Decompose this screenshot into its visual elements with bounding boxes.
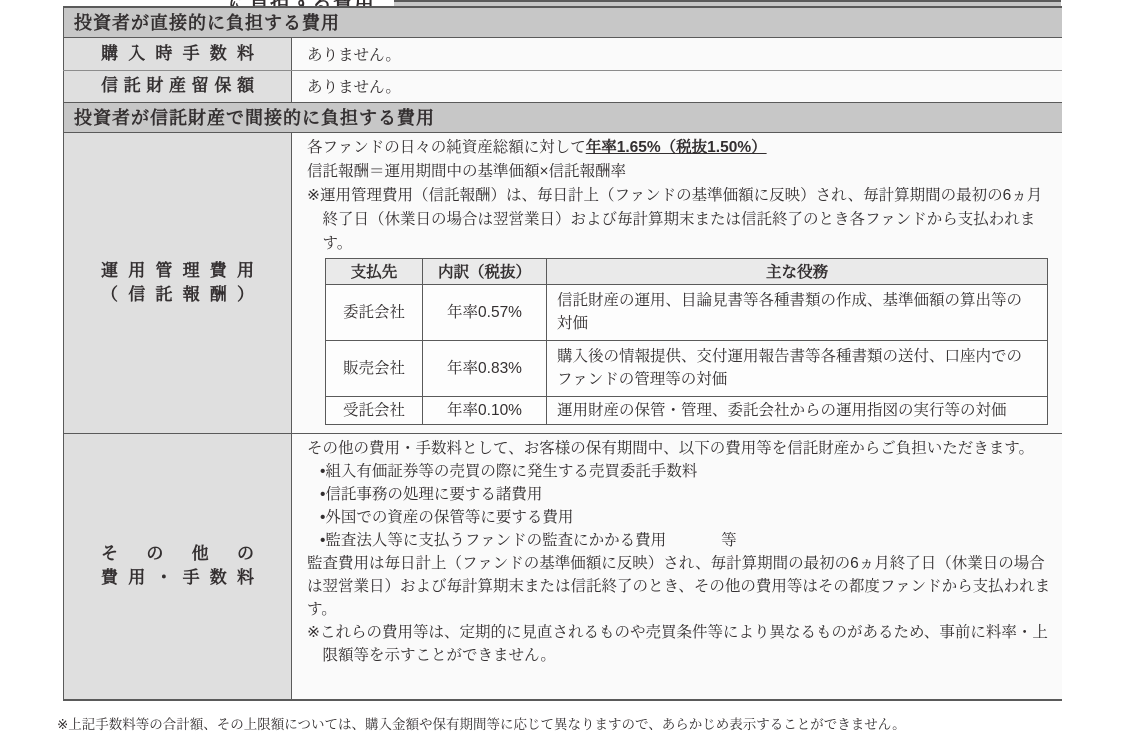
list-item-foreign-custody-costs: •外国での資産の保管等に要する費用	[320, 508, 574, 526]
label-cell-retention-amount	[64, 70, 292, 102]
section-row-indirect	[64, 102, 1062, 132]
cell-payee-trustor: 委託会社	[326, 284, 423, 340]
section-header-direct-fees: 投資者が直接的に負担する費用	[64, 7, 1062, 37]
column-header-rate: 内訳（税抜）	[423, 258, 547, 284]
row-label-purchase-fee: 購入時手数料	[101, 43, 254, 63]
list-item-trust-admin-costs: •信託事務の処理に要する諸費用	[320, 485, 543, 503]
table-row-distributor-company	[326, 340, 1048, 396]
fee-rate-prefix: 各ファンドの日々の純資産総額に対して	[307, 138, 586, 156]
row-label-other-fees-line1: その他の	[101, 544, 254, 564]
row-label-other-fees-line2: 費用・手数料	[101, 568, 254, 588]
label-cell-other-fees	[64, 433, 292, 700]
label-cell-purchase-fee	[64, 37, 292, 70]
fee-rate-value: 年率1.65%（税抜1.50%）	[585, 138, 767, 156]
cell-rate-trustee: 年率0.10%	[423, 396, 547, 424]
cell-service-trustor: 信託財産の運用、目論見書等各種書類の作成、基準価額の算出等の対価	[547, 284, 1048, 340]
table-row-retention-amount	[64, 70, 1062, 102]
other-fees-content	[292, 433, 1062, 700]
list-item-audit-costs	[320, 529, 1052, 552]
cell-service-distributor: 購入後の情報提供、交付運用報告書等各種書類の送付、口座内でのファンドの管理等の対価	[547, 340, 1048, 396]
label-cell-management-fee	[64, 132, 292, 433]
table-row-purchase-fee	[64, 37, 1062, 70]
cell-payee-trustee: 受託会社	[326, 396, 423, 424]
management-fee-content	[292, 132, 1062, 433]
other-fees-bullet-list	[320, 460, 1052, 552]
other-fees-intro: その他の費用・手数料として、お客様の保有期間中、以下の費用等を信託財産からご負担いただきます。	[307, 439, 1034, 457]
fee-breakdown-header-row	[326, 258, 1048, 284]
fee-table	[63, 6, 1062, 701]
column-header-payee: 支払先	[326, 258, 423, 284]
row-label-management-fee-line1: 運用管理費用	[101, 260, 254, 280]
section-header-indirect-fees: 投資者が信託財産で間接的に負担する費用	[64, 102, 1062, 132]
column-header-services: 主な役務	[547, 258, 1048, 284]
table-row-other-fees	[64, 433, 1062, 700]
cell-payee-distributor: 販売会社	[326, 340, 423, 396]
row-value-retention-amount: ありません。	[292, 70, 1062, 102]
audit-cost-text: •監査法人等に支払うファンドの監査にかかる費用	[320, 531, 667, 549]
row-label-management-fee-line2: （信託報酬）	[101, 284, 254, 304]
row-label-retention-amount: 信託財産留保額	[101, 76, 254, 95]
page-footnote: ※上記手数料等の合計額、その上限額については、購入金額や保有期間等に応じて異なりますので、あらかじめ表示することができません。	[57, 717, 906, 732]
section-row-direct	[64, 7, 1062, 37]
cell-service-trustee: 運用財産の保管・管理、委託会社からの運用指図の実行等の対価	[557, 401, 1007, 419]
etc-label: 等	[721, 531, 737, 549]
row-value-purchase-fee: ありません。	[292, 37, 1062, 70]
table-row-management-fee	[64, 132, 1062, 433]
fees-variability-disclaimer: ※これらの費用等は、定期的に見直されるものや売買条件等により異なるものがあるため、事前に料率・上限額等を示すことができません。	[307, 623, 1048, 664]
fee-calculation-note: ※運用管理費用（信託報酬）は、毎日計上（ファンドの基準価額に反映）され、毎計算期間の最初の6ヵ月終了日（休業日の場合は翌営業日）および毎計算期末または信託終了のとき各ファンドから支払われます。	[307, 186, 1043, 252]
fee-breakdown-table	[325, 258, 1048, 425]
list-item-brokerage-fee: •組入有価証券等の売買の際に発生する売買委託手数料	[320, 462, 698, 480]
audit-payment-note: 監査費用は毎日計上（ファンドの基準価額に反映）され、毎計算期間の最初の6ヵ月終了日（休業日の場合は翌営業日）および毎計算期末または信託終了のとき、その他の費用等はその都度ファンドから支払われます。	[307, 554, 1051, 618]
fee-formula: 信託報酬＝運用期間中の基準価額×信託報酬率	[307, 162, 627, 180]
table-row-trustor-company	[326, 284, 1048, 340]
table-row-trustee-company	[326, 396, 1048, 424]
cell-rate-trustor: 年率0.57%	[423, 284, 547, 340]
fee-rate-line	[307, 136, 1052, 160]
cell-rate-distributor: 年率0.83%	[423, 340, 547, 396]
